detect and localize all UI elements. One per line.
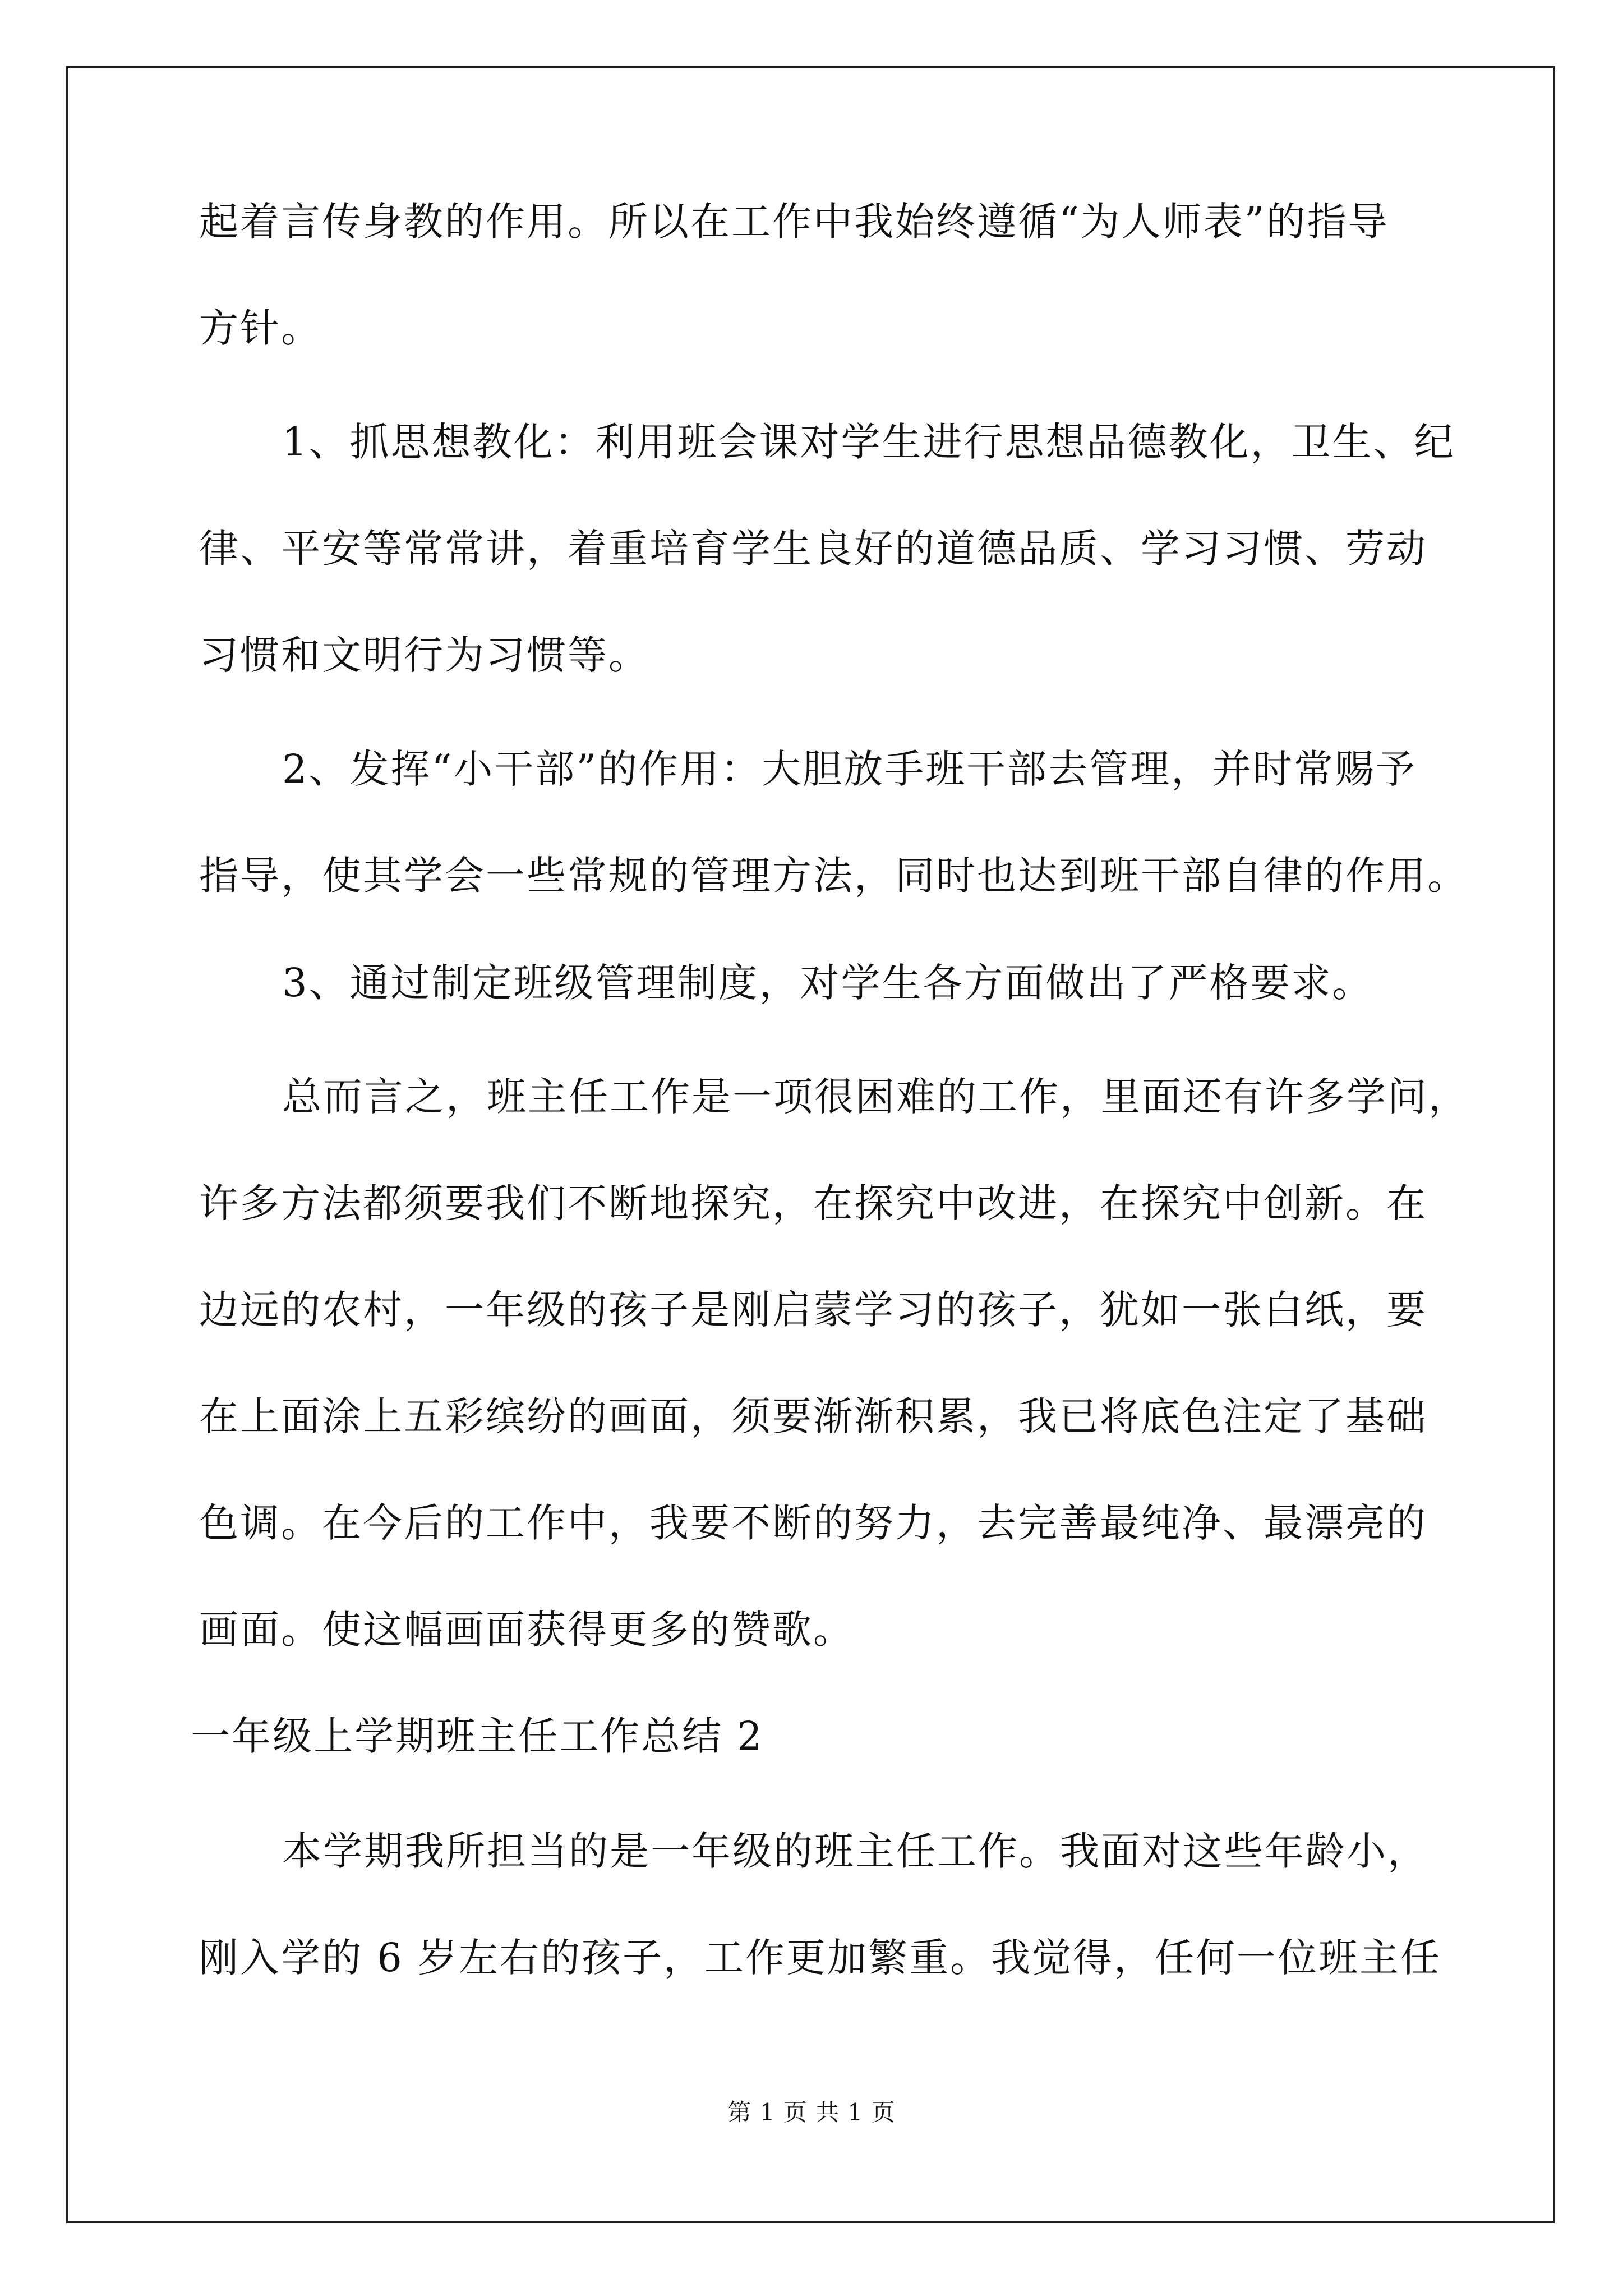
page-border: [66, 66, 1555, 2223]
text-line: 刚入学的 6 岁左右的孩子，工作更加繁重。我觉得，任何一位班主任: [199, 1935, 1442, 1981]
text-line: 边远的农村，一年级的孩子是刚启蒙学习的孩子，犹如一张白纸，要: [199, 1287, 1427, 1333]
text-line: 起着言传身教的作用。所以在工作中我始终遵循“为人师表”的指导: [199, 199, 1389, 245]
text-line: 律、平安等常常讲，着重培育学生良好的道德品质、学习习惯、劳动: [199, 526, 1427, 572]
text-line: 许多方法都须要我们不断地探究，在探究中改进，在探究中创新。在: [199, 1180, 1427, 1226]
text-line: 指导，使其学会一些常规的管理方法，同时也达到班干部自律的作用。: [199, 853, 1468, 899]
text-line: 色调。在今后的工作中，我要不断的努力，去完善最纯净、最漂亮的: [199, 1500, 1427, 1546]
paragraph-start: 总而言之，班主任工作是一项很困难的工作，里面还有许多学问，: [282, 1074, 1469, 1120]
paragraph-start: 本学期我所担当的是一年级的班主任工作。我面对这些年龄小，: [282, 1828, 1428, 1874]
text-line: 画面。使这幅画面获得更多的赞歌。: [199, 1607, 854, 1653]
page-footer: 第 1 页 共 1 页: [727, 2099, 896, 2126]
section-heading: 一年级上学期班主任工作总结 2: [191, 1713, 764, 1759]
text-line: 在上面涂上五彩缤纷的画面，须要渐渐积累，我已将底色注定了基础: [199, 1393, 1427, 1439]
text-line: 方针。: [199, 305, 322, 351]
paragraph-start: 1、抓思想教化：利用班会课对学生进行思想品德教化，卫生、纪: [282, 419, 1455, 465]
paragraph-start: 3、通过制定班级管理制度，对学生各方面做出了严格要求。: [282, 960, 1373, 1006]
text-line: 习惯和文明行为习惯等。: [199, 632, 649, 678]
paragraph-start: 2、发挥“小干部”的作用：大胆放手班干部去管理，并时常赐予: [282, 746, 1417, 792]
